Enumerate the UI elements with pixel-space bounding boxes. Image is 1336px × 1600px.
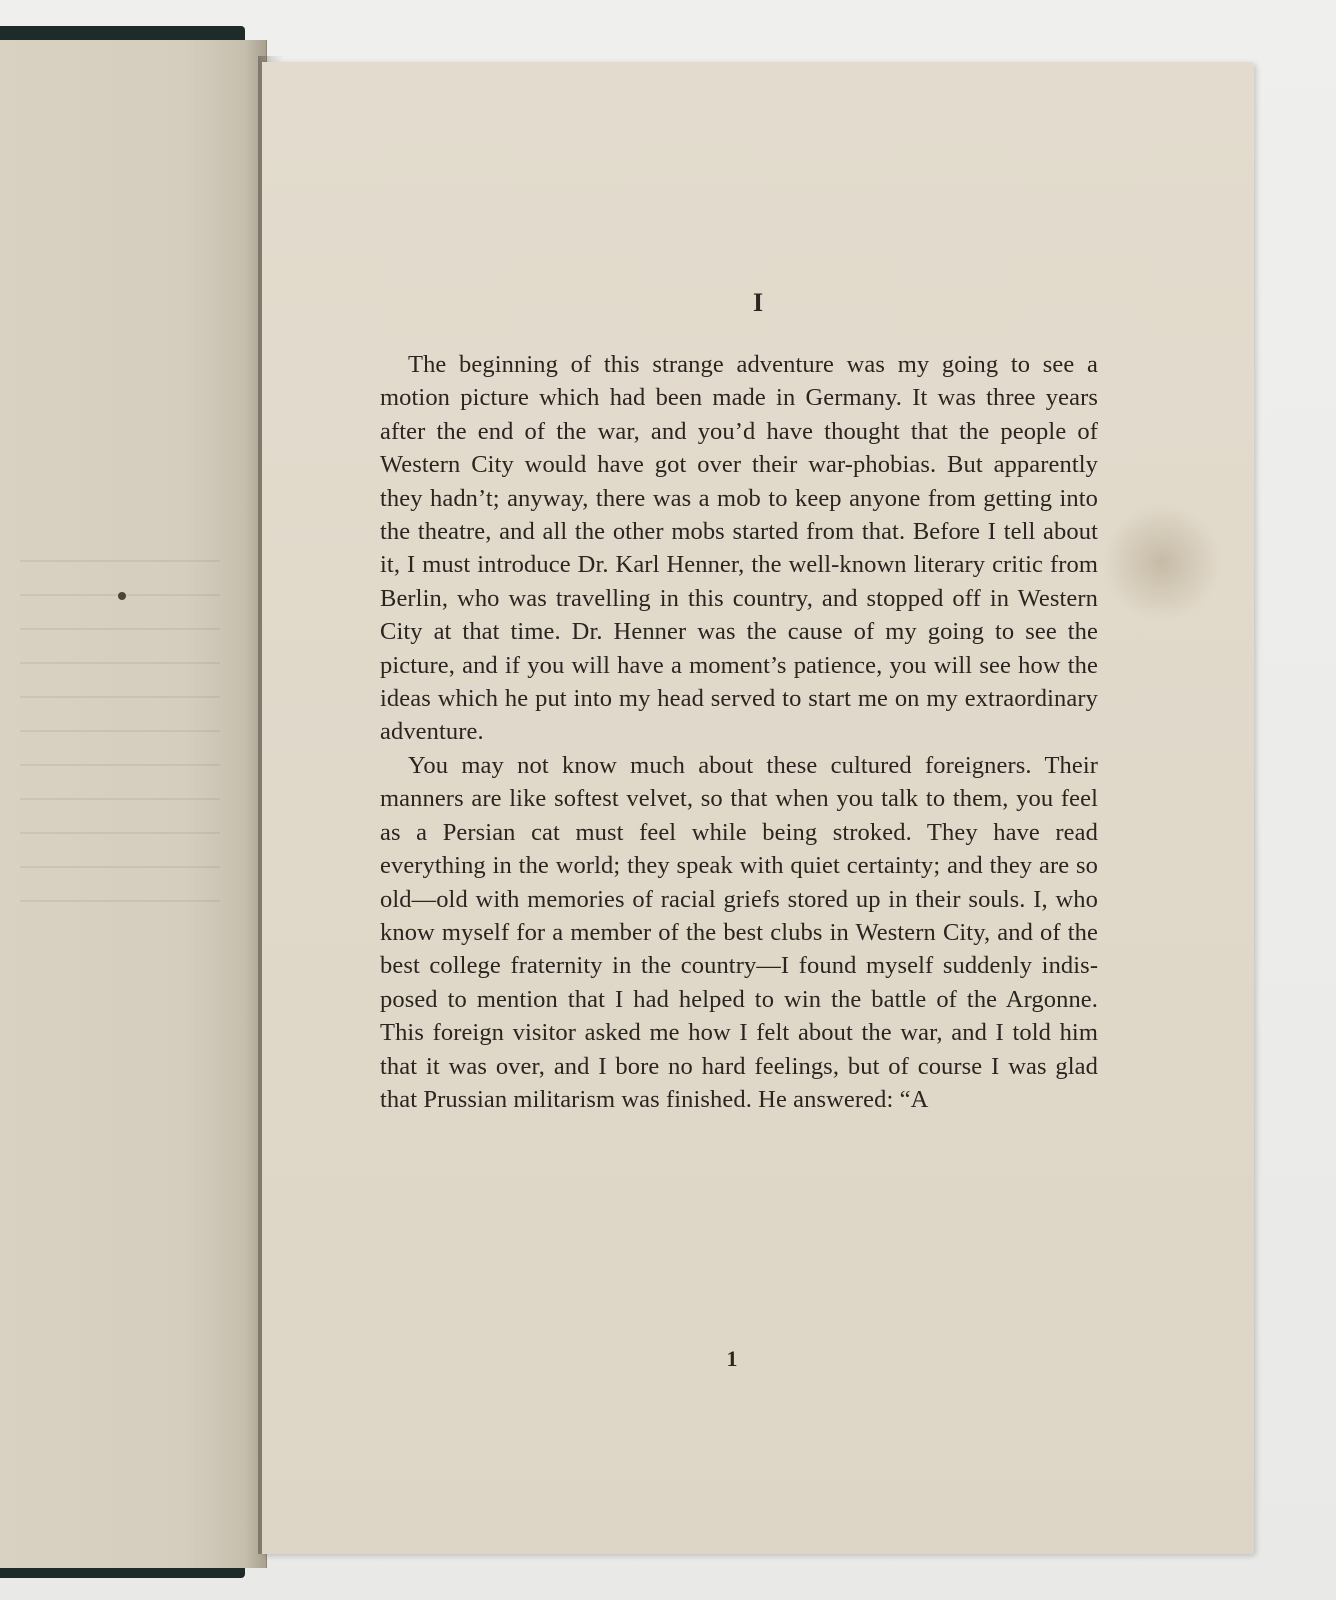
left-page — [0, 40, 267, 1568]
show-through-text — [20, 560, 220, 920]
ink-spot — [118, 592, 126, 600]
body-text — [380, 348, 1098, 1116]
paragraph-2: You may not know much about these cultured foreigners. Their manners are like softest velvet, so that when you talk to them, you feel as a Persian cat must feel while being stroked. They have read everything in the world; they speak with quiet certainty; and they are so old—old with memories of racial griefs stored up in their souls. I, who know myself for a member of the best clubs in Western City, and of the best college fraternity in the country—I found myself suddenly indisposed to mention that I had helped to win the battle of the Argonne. This foreign visitor asked me how I felt about the war, and I told him that it was over, and I bore no hard feelings, but of course I was glad that Prussian militarism was finished. He answered: “A — [380, 751, 1098, 1113]
page-number: 1 — [726, 1346, 738, 1371]
page-stain — [1102, 502, 1222, 622]
chapter-numeral: I — [752, 288, 764, 317]
right-page — [262, 62, 1254, 1554]
paragraph-1: The beginning of this strange adventure was my going to see a motion picture which had been made in Germany. It was three years after the end of the war, and you’d have thought that the people of Western City would have got over their war-phobias. But apparently they hadn’t; anyway, there was a mob to keep anyone from getting into the theatre, and all the other mobs started from that. Before I tell about it, I must introduce Dr. Karl Henner, the well-known literary critic from Berlin, who was travelling in this country, and stopped off in Western City at that time. Dr. Henner was the cause of my going to see the picture, and if you will have a moment’s patience, you will see how the ideas which he put into my head served to start me on my extraordinary adventure. — [380, 351, 1098, 746]
